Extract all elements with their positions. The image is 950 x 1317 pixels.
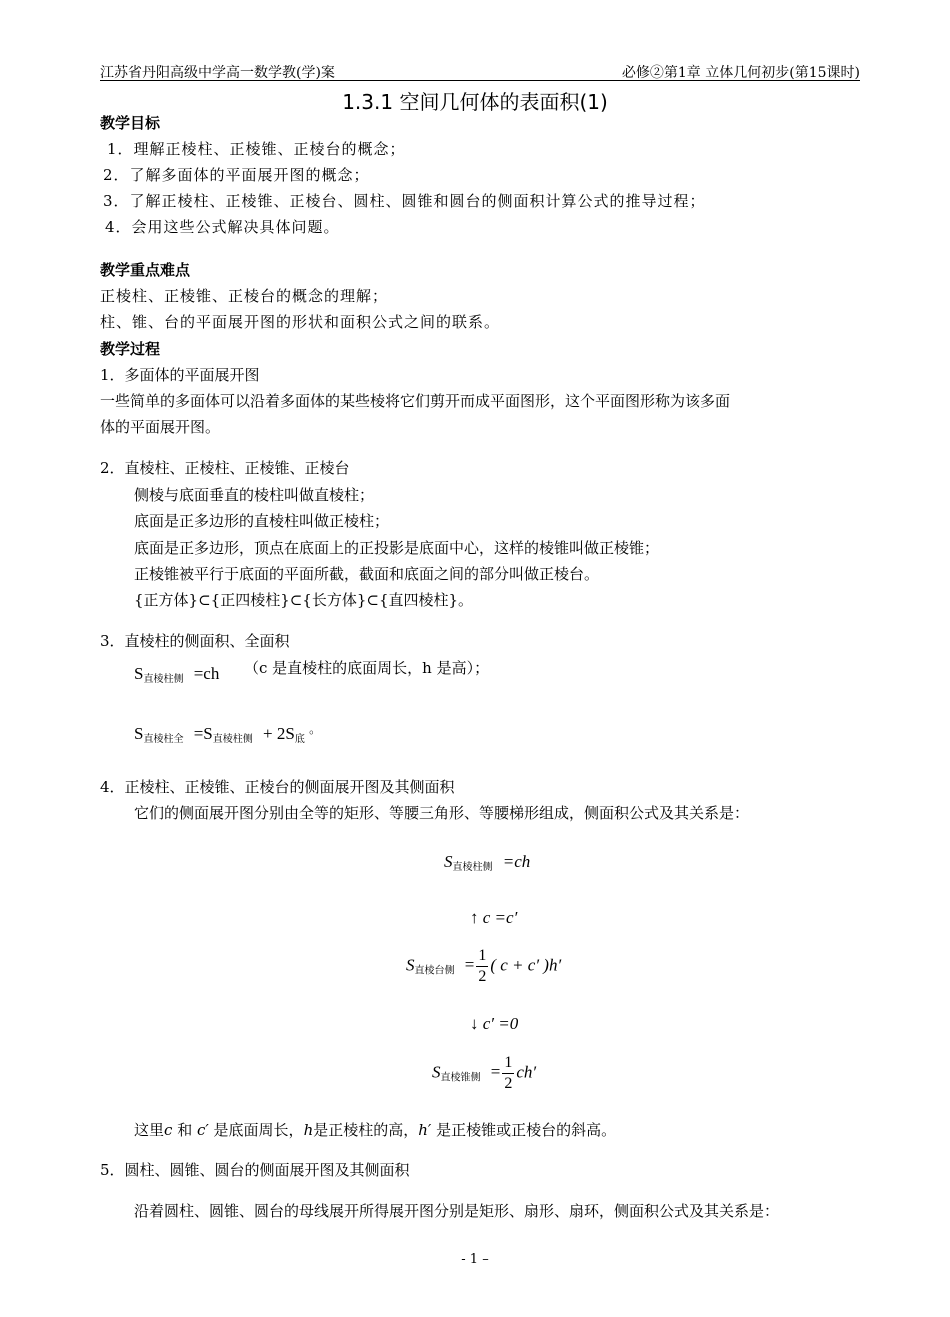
section-2-line: 侧棱与底面垂直的棱柱叫做直棱柱； <box>134 486 375 504</box>
section-3-title: 3．直棱柱的侧面积、全面积 <box>100 632 290 650</box>
section-2-line: 正棱锥被平行于底面的平面所截，截面和底面之间的部分叫做正棱台。 <box>134 565 600 583</box>
objective-item: 3．了解正棱柱、正棱锥、正棱台、圆柱、圆锥和圆台的侧面积计算公式的推导过程； <box>103 192 706 210</box>
header-right: 必修②第1章 立体几何初步(第15课时) <box>621 65 860 81</box>
section-1-title: 1．多面体的平面展开图 <box>100 366 260 384</box>
section-5-intro: 沿着圆柱、圆锥、圆台的母线展开所得展开图分别是矩形、扇形、扇环，侧面积公式及其关系是： <box>134 1202 780 1220</box>
objective-item: 2．了解多面体的平面展开图的概念； <box>103 166 370 184</box>
key-points-heading: 教学重点难点 <box>100 261 191 279</box>
section-2-line: 底面是正多边形的直棱柱叫做正棱柱； <box>134 512 390 530</box>
page-number: - 1 – <box>461 1252 489 1267</box>
formula-prism-lateral: $S_{直棱柱侧} =ch$ <box>134 664 220 685</box>
section-1-text: 一些简单的多面体可以沿着多面体的某些棱将它们剪开而成平面图形，这个平面图形称为该多面 <box>100 392 731 410</box>
formula-prism-total: $S_{直棱柱全} =S_{直棱柱侧} + 2S_底$ 。 <box>134 722 322 745</box>
section-1-text: 体的平面展开图。 <box>100 418 221 436</box>
formula-note: （c 是直棱柱的底面周长，h 是高）； <box>244 659 490 677</box>
arrow-up-relation: ↑ c =c′ <box>470 908 518 927</box>
key-point-item: 正棱柱、正棱锥、正棱台的概念的理解； <box>100 287 389 305</box>
formula-frustum: $S_{直棱台侧}$ = $\frac{1}{2}$ ( c + c′ )h′ <box>406 947 562 985</box>
process-heading: 教学过程 <box>100 340 161 358</box>
section-5-title: 5．圆柱、圆锥、圆台的侧面展开图及其侧面积 <box>100 1161 410 1179</box>
arrow-down-relation: ↓ c′ =0 <box>470 1014 519 1033</box>
objective-item: 1．理解正棱柱、正棱锥、正棱台的概念； <box>107 140 406 158</box>
page-header <box>100 60 860 81</box>
section-4-title: 4．正棱柱、正棱锥、正棱台的侧面展开图及其侧面积 <box>100 778 455 796</box>
section-2-title: 2．直棱柱、正棱柱、正棱锥、正棱台 <box>100 459 350 477</box>
section-4-intro: 它们的侧面展开图分别由全等的矩形、等腰三角形、等腰梯形组成，侧面积公式及其关系是： <box>134 804 750 822</box>
key-point-item: 柱、锥、台的平面展开图的形状和面积公式之间的联系。 <box>100 313 501 331</box>
formula-regular-prism: $S_{直棱柱侧} =ch$ <box>444 852 531 873</box>
objectives-heading: 教学目标 <box>100 114 161 132</box>
section-2-line: 底面是正多边形，顶点在底面上的正投影是底面中心，这样的棱锥叫做正棱锥； <box>134 539 660 557</box>
objective-item: 4．会用这些公式解决具体问题。 <box>105 218 340 236</box>
header-left: 江苏省丹阳高级中学高一数学教(学)案 <box>100 65 335 81</box>
formula-pyramid: $S_{直棱锥侧}$ = $\frac{1}{2}$ ch′ <box>432 1054 537 1092</box>
section-2-set-relation: {正方体}⊂{正四棱柱}⊂{长方体}⊂{直四棱柱}。 <box>134 591 474 609</box>
page-title: 1.3.1 空间几何体的表面积(1) <box>342 90 608 114</box>
section-4-note: 这里c 和 c′ 是底面周长，h是正棱柱的高，h′ 是正棱锥或正棱台的斜高。 <box>134 1121 617 1139</box>
